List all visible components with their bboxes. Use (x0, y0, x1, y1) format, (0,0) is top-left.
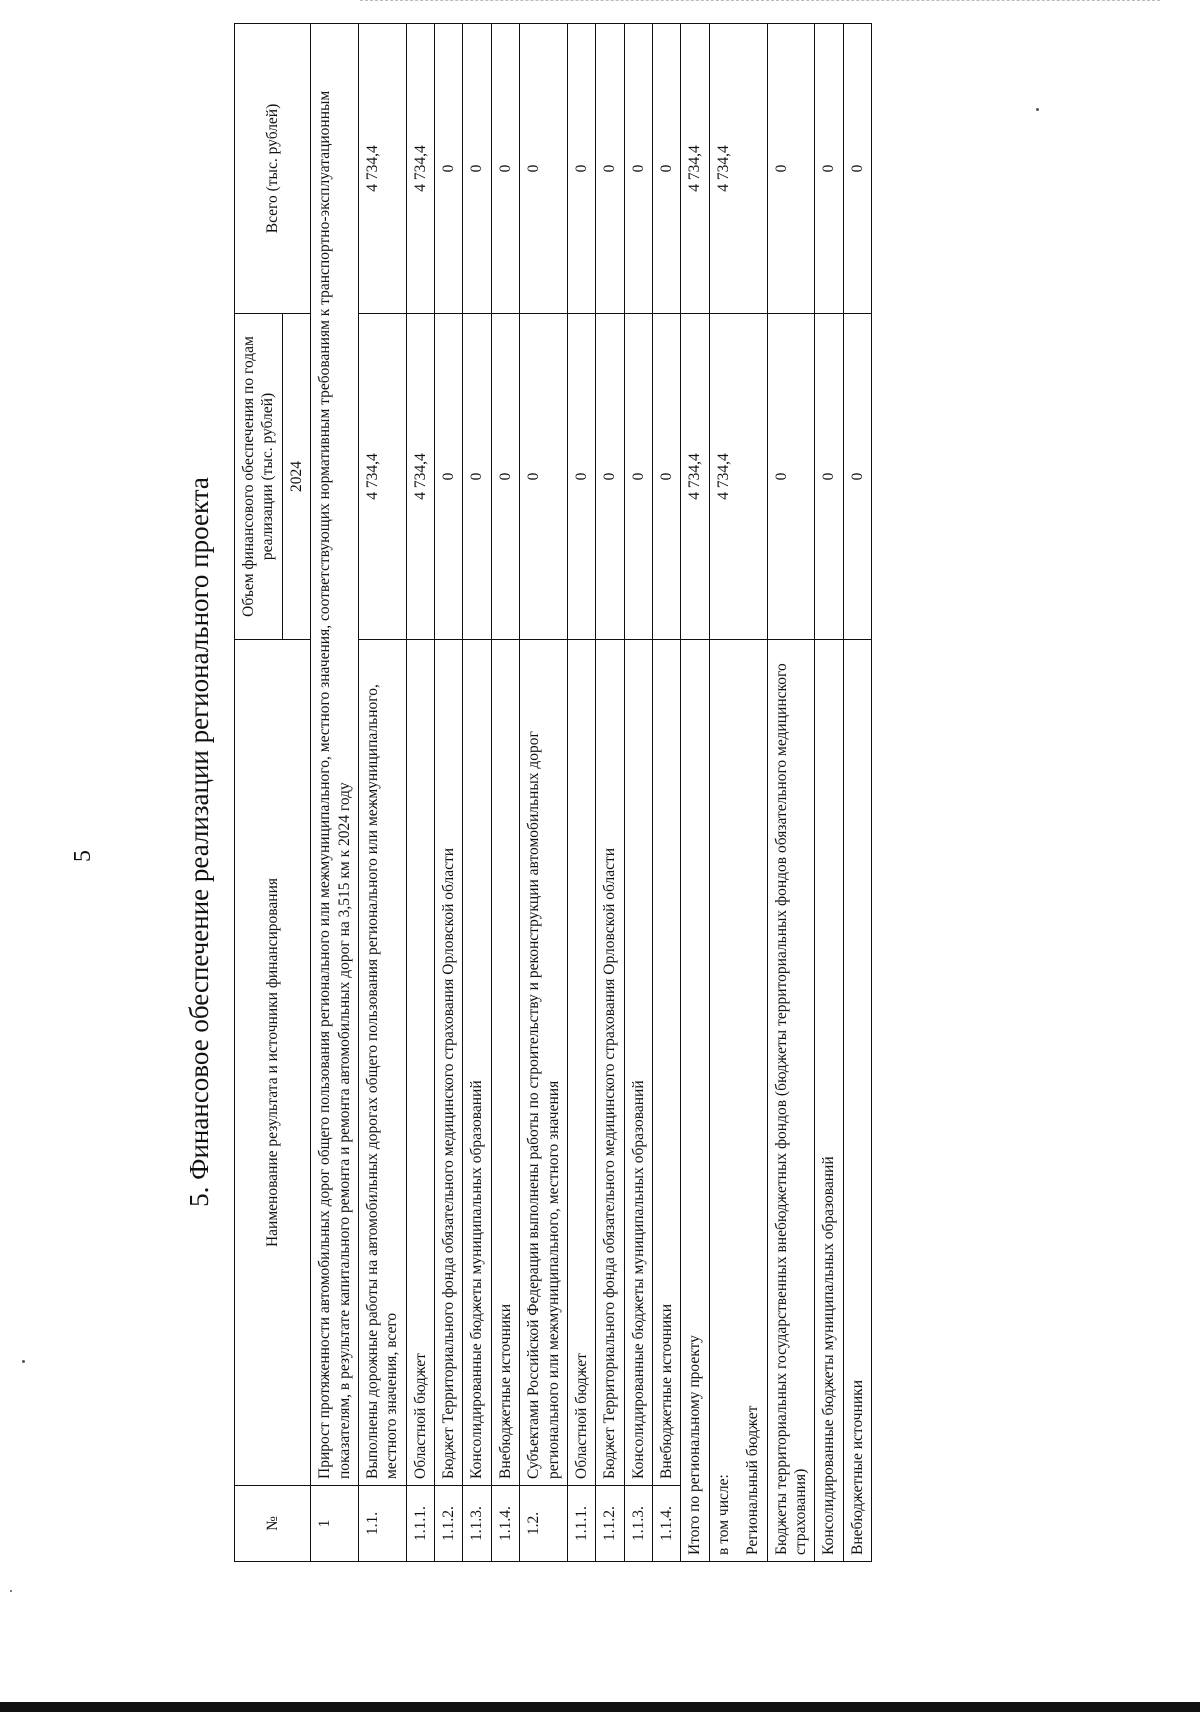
table-row (624, 24, 652, 1562)
row-number: 1.1.2. (435, 1486, 463, 1562)
totals-label: Итого по региональному проекту (681, 640, 709, 1562)
table-row (406, 24, 434, 1562)
header-total: Всего (тыс. рублей) (235, 24, 311, 314)
summary-name: Внебюджетные источники (843, 640, 871, 1562)
regional-total-value: 4 734,4 (709, 24, 767, 314)
row-total-value: 0 (624, 24, 652, 314)
row-2024-value: 0 (567, 314, 595, 640)
row-total-value: 0 (435, 24, 463, 314)
row-name: Областной бюджет (567, 640, 595, 1486)
regional-budget-label: Региональный бюджет (744, 1405, 762, 1555)
table-row (491, 24, 519, 1562)
row-number: 1.1.4. (491, 1486, 519, 1562)
row-number: 1.2. (520, 1486, 568, 1562)
row-number: 1.1.3. (624, 1486, 652, 1562)
row-2024-value: 0 (520, 314, 568, 640)
section-title: 5. Финансовое обеспечение реализации регионального проекта (184, 477, 214, 1207)
header-number: № (235, 1486, 311, 1562)
row-total-value: 0 (491, 24, 519, 314)
totals-total-value: 4 734,4 (681, 24, 709, 314)
summary-name: Консолидированные бюджеты муниципальных образований (815, 640, 843, 1562)
row-name: Внебюджетные источники (653, 640, 681, 1486)
summary-row (843, 24, 871, 1562)
row-2024-value: 0 (435, 314, 463, 640)
row-total-value: 0 (567, 24, 595, 314)
page-number: 5 (70, 850, 96, 862)
summary-row (815, 24, 843, 1562)
financing-table (234, 23, 872, 1562)
result-number: 1 (311, 1486, 359, 1562)
table-row (520, 24, 568, 1562)
summary-total-value: 0 (843, 24, 871, 314)
table-row (463, 24, 491, 1562)
row-total-value: 0 (653, 24, 681, 314)
row-2024-value: 4 734,4 (406, 314, 434, 640)
header-name: Наименование результата и источники финансирования (235, 640, 311, 1486)
row-2024-value: 4 734,4 (358, 314, 406, 640)
row-number: 1.1.1. (406, 1486, 434, 1562)
row-total-value: 4 734,4 (406, 24, 434, 314)
summary-row (767, 24, 815, 1562)
row-name: Субъектами Российской Федерации выполнены работы по строительству и реконструкции автомобильных дорог регионального или межмуниципального, местного значения (520, 640, 568, 1486)
row-total-value: 4 734,4 (358, 24, 406, 314)
row-number: 1.1.3. (463, 1486, 491, 1562)
row-total-value: 0 (596, 24, 624, 314)
row-2024-value: 0 (624, 314, 652, 640)
summary-2024-value: 0 (843, 314, 871, 640)
row-name: Бюджет Территориального фонда обязательного медицинского страхования Орловской области (435, 640, 463, 1486)
row-name: Бюджет Территориального фонда обязательного медицинского страхования Орловской области (596, 640, 624, 1486)
summary-total-value: 0 (815, 24, 843, 314)
result-row (311, 24, 359, 1562)
table-row (435, 24, 463, 1562)
row-name: Консолидированные бюджеты муниципальных образований (463, 640, 491, 1486)
row-number: 1.1. (358, 1486, 406, 1562)
row-name: Областной бюджет (406, 640, 434, 1486)
row-number: 1.1.4. (653, 1486, 681, 1562)
row-2024-value: 0 (653, 314, 681, 640)
table-header-row (235, 24, 283, 1562)
row-number: 1.1.2. (596, 1486, 624, 1562)
row-name: Выполнены дорожные работы на автомобильных дорогах общего пользования регионального или межмуниципального, местного значения, всего (358, 640, 406, 1486)
table-row (653, 24, 681, 1562)
row-name: Внебюджетные источники (491, 640, 519, 1486)
summary-2024-value: 0 (767, 314, 815, 640)
including-cell (709, 640, 767, 1562)
row-number: 1.1.1. (567, 1486, 595, 1562)
totals-2024-value: 4 734,4 (681, 314, 709, 640)
table-row (596, 24, 624, 1562)
table-row (567, 24, 595, 1562)
totals-row (681, 24, 709, 1562)
summary-2024-value: 0 (815, 314, 843, 640)
row-total-value: 0 (520, 24, 568, 314)
regional-budget-row (709, 24, 767, 1562)
including-label: в том числе: (714, 1474, 732, 1555)
header-year: 2024 (282, 314, 310, 640)
row-2024-value: 0 (463, 314, 491, 640)
summary-name: Бюджеты территориальных государственных внебюджетных фондов (бюджеты территориальных фондов обязательного медицинского страхования) (767, 640, 815, 1562)
row-2024-value: 0 (491, 314, 519, 640)
table-row (358, 24, 406, 1562)
row-name: Консолидированные бюджеты муниципальных образований (624, 640, 652, 1486)
header-by-year: Объем финансового обеспечения по годам реализации (тыс. рублей) (235, 314, 283, 640)
row-2024-value: 0 (596, 314, 624, 640)
result-text: Прирост протяженности автомобильных дорог общего пользования регионального или межмуниципального, местного значения, соответствующих нормативным требованиям к транспортно-эксплуатационным показателям, в результате капитального ремонта и ремонта автомобильных дорог на 3,515 км к 2024 году (311, 24, 359, 1486)
row-total-value: 0 (463, 24, 491, 314)
regional-2024-value: 4 734,4 (709, 314, 767, 640)
summary-total-value: 0 (767, 24, 815, 314)
